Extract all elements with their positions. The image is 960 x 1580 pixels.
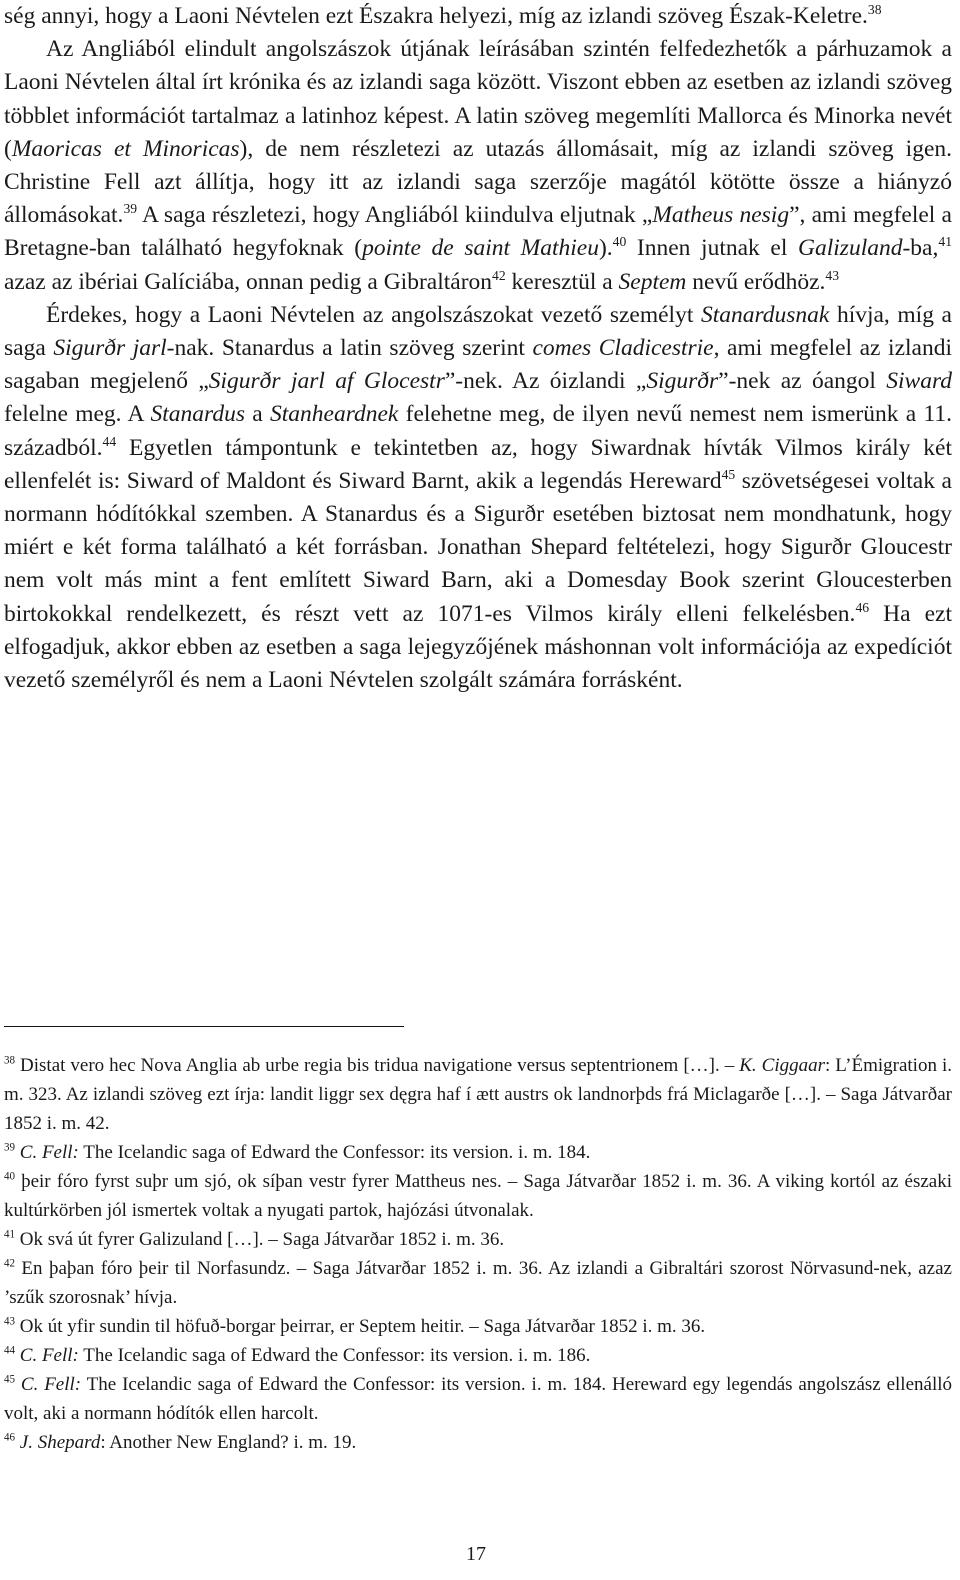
text-run: : Another New England? i. m. 19. [100, 1432, 357, 1453]
italic-text: Sigurðr jarl [53, 335, 167, 362]
footnote-reference: 41 [4, 1228, 16, 1241]
text-run: Ok út yfir sundin til höfuð-borgar þeirrar, er Septem heitir. – Saga Játvarðar 1852 i. m. 36. [15, 1316, 706, 1337]
footnote [4, 1312, 952, 1341]
text-run: ”-nek az óangol [718, 368, 887, 395]
text-run: The Icelandic saga of Edward the Confessor: its version. i. m. 184. [78, 1142, 591, 1163]
text-run: Distat vero hec Nova Anglia ab urbe regia bis tridua navigatione versus septentrionem […]. – [15, 1055, 740, 1076]
footnote-reference: 46 [855, 599, 870, 615]
footnote [4, 1138, 952, 1167]
text-run: ), de nem részletezi az utazás állomásait, míg az izlandi szöveg igen. Christine Fell azt állítja, hogy itt az izlandi saga szerzője magától kötötte össze a hiányzó állomásokat. [4, 135, 952, 229]
footnote [4, 1051, 952, 1138]
text-run: szövetségesei voltak a normann hódítókkal szemben. A Stanardus és a Sigurðr esetében biztosat nem mondhatunk, hogy miért e két forma található a két forrásban. Jonathan Shepard feltételezi, hogy Sigurðr Gloucestr nem volt más mint a fent említett Siward Barn, aki a Domesday Book szerint Gloucesterben birtokokkal rendelkezett, és részt vett az 1071-es Vilmos király elleni felkelésben. [4, 467, 952, 627]
text-run: nevű erődhöz. [686, 268, 826, 295]
footnote-reference: 44 [102, 433, 117, 449]
text-run: -ba, [902, 235, 939, 262]
text-run: Innen jutnak el [626, 235, 799, 262]
footnote-reference: 39 [4, 1141, 16, 1154]
italic-text: Maoricas et Minoricas [11, 135, 240, 162]
italic-text: Sigurðr [646, 368, 719, 395]
footnote-separator [4, 1026, 404, 1027]
paragraph [4, 33, 952, 299]
text-run: : L’Émigration i. m. 323. Az izlandi szöveg ezt írja: landit liggr sex dęgra haf í ætt austrs ok landnorþds frá Miclagarðe […]. – Saga Játvarðar 1852 i. m. 42. [4, 1055, 952, 1134]
footnote-reference: 40 [612, 234, 627, 250]
italic-text: C. Fell: [20, 1374, 82, 1395]
paragraph [4, 0, 952, 33]
text-run: Egyetlen támpontunk e tekintetben az, hogy Siwardnak hívták Vilmos király két ellenfelét is: Siward of Maldont és Siward Barnt, akik a legendás Hereward [4, 434, 952, 494]
footnote-reference: 40 [4, 1170, 16, 1183]
text-run: -nak. Stanardus a latin szöveg szerint [166, 335, 533, 362]
footnote-reference: 39 [123, 201, 138, 217]
text-run: felelne meg. A [4, 401, 151, 428]
document-page [4, 0, 953, 1453]
footnote-reference: 42 [492, 267, 506, 283]
footnote [4, 1254, 952, 1312]
text-run: a [244, 401, 271, 428]
footnote-reference: 45 [4, 1373, 16, 1386]
footnote-reference: 45 [721, 467, 736, 483]
italic-text: Sigurðr jarl af Glocestr [208, 368, 445, 395]
text-run: Ha ezt elfogadjuk, akkor ebben az esetben a saga lejegyzőjének máshonnan volt információja az expedíciót vezető személyről és nem a Laoni Névtelen szolgált számára forrásként. [4, 600, 952, 694]
text-run: Ok svá út fyrer Galizuland […]. – Saga Játvarðar 1852 i. m. 36. [15, 1229, 505, 1250]
footnote-reference: 42 [4, 1257, 16, 1270]
italic-text: C. Fell: [19, 1142, 79, 1163]
italic-text: Stanheardnek [270, 401, 399, 428]
text-run: The Icelandic saga of Edward the Confessor: its version. i. m. 184. Hereward egy legendás angolszász ellenálló volt, aki a normann hódítók ellen harcolt. [4, 1374, 953, 1424]
text-run: Érdekes, hogy a Laoni Névtelen az angolszászokat vezető személyt [46, 301, 701, 328]
footnote [4, 1370, 952, 1428]
text-run: A saga részletezi, hogy Angliából kiindulva eljutnak „ [137, 202, 653, 229]
footnote-reference: 38 [4, 1054, 16, 1067]
footnote-reference: 38 [867, 2, 882, 18]
text-run: Az Angliából elindult angolszászok útjának leírásában szintén felfedezhetők a párhuzamok a Laoni Névtelen által írt krónika és az izlandi saga között. Viszont ebben az esetben az izlandi szöveg többlet információt tartalmaz a latinhoz képest. A latin szöveg megemlíti Mallorca és Minorka nevét ( [4, 36, 952, 162]
italic-text: Stanardusnak [700, 301, 830, 328]
footnote [4, 1167, 952, 1225]
italic-text: J. Shepard [19, 1432, 101, 1453]
footnote-reference: 44 [4, 1344, 16, 1357]
footnotes [4, 1051, 952, 1457]
italic-text: pointe de saint Mathieu [362, 235, 599, 262]
footnote-reference: 46 [4, 1431, 16, 1444]
italic-text: K. Ciggaar [739, 1055, 826, 1076]
footnote [4, 1341, 952, 1370]
italic-text: Matheus nesig [652, 202, 790, 229]
footnote [4, 1225, 952, 1254]
text-run: ”, ami megfelel a Bretagne-ban található hegyfoknak ( [4, 202, 952, 262]
italic-text: Siward [886, 368, 953, 395]
footnote-reference: 43 [4, 1315, 16, 1328]
paragraph [4, 299, 952, 697]
footnote-reference: 43 [825, 267, 840, 283]
footnote [4, 1428, 952, 1457]
footnote-reference: 41 [938, 234, 952, 250]
italic-text: comes Cladicestrie [532, 335, 714, 362]
text-run: The Icelandic saga of Edward the Confessor: its version. i. m. 186. [78, 1345, 591, 1366]
italic-text: Galizuland [798, 235, 903, 262]
text-run: ”-nek. Az óizlandi „ [444, 368, 647, 395]
page-number: 17 [466, 1543, 486, 1565]
text-run: En þaþan fóro þeir til Norfasundz. – Saga Játvarðar 1852 i. m. 36. Az izlandi a Gibraltári szorost Nörvasund-nek, azaz ’szűk szorosnak’ hívja. [4, 1258, 952, 1308]
italic-text: Stanardus [150, 401, 245, 428]
text-run: azaz az ibériai Galíciába, onnan pedig a Gibraltáron [4, 268, 493, 295]
text-run: felehetne meg, de ilyen nevű nemest nem ismerünk a 11. századból. [4, 401, 953, 461]
text-run: ). [598, 235, 613, 262]
text-run: ség annyi, hogy a Laoni Névtelen ezt Északra helyezi, míg az izlandi szöveg Észak-Keletre. [4, 3, 868, 29]
italic-text: C. Fell: [19, 1345, 79, 1366]
body-text [4, 0, 952, 697]
text-run: þeir fóro fyrst suþr um sjó, ok síþan vestr fyrer Mattheus nes. – Saga Játvarðar 1852 i. m. 36. A viking kortól az északi kultúrkörben jól ismertek voltak a nyugati partok, hajózási útvonalak. [4, 1171, 952, 1221]
text-run: , ami megfelel az izlandi sagaban megjelenő „ [4, 335, 952, 395]
text-run: hívja, míg a saga [4, 301, 952, 362]
italic-text: Septem [618, 268, 687, 295]
text-run: keresztül a [505, 268, 619, 295]
